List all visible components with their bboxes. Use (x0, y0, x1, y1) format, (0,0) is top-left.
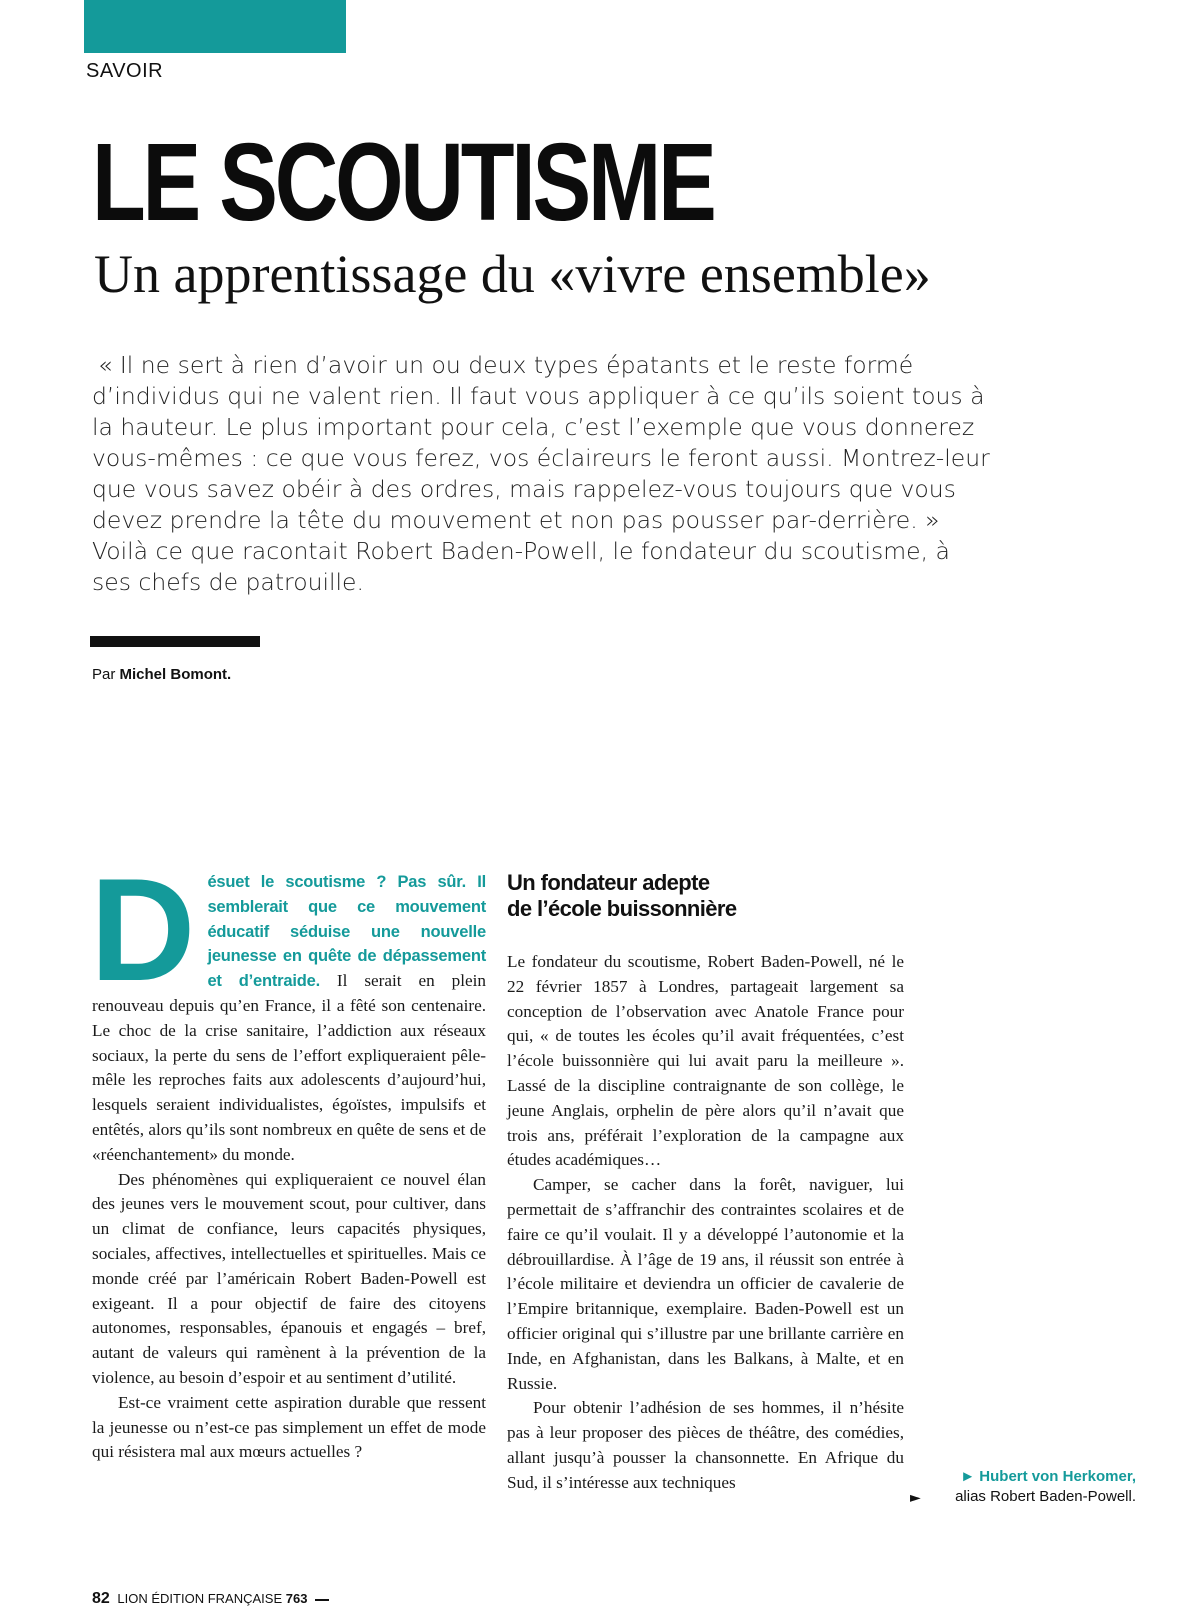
caption-name: Hubert von Herkomer, (979, 1468, 1136, 1485)
page-number: 82 (92, 1590, 110, 1607)
left-column (90, 848, 487, 1465)
drop-cap: D (90, 848, 196, 1011)
article-title: LE SCOUTISME (92, 121, 714, 244)
paragraph: Pour obtenir l’adhésion de ses hommes, il n’hésite pas à leur proposer des pièces de théâtre, des comédies, allant jusqu’à pousser la chansonnette. En Afrique du Sud, il s’intéresse aux techniques (507, 1398, 904, 1492)
paragraph: Des phénomènes qui expliqueraient ce nouvel élan des jeunes vers le mouvement scout, pour cultiver, dans un climat de confiance, leurs capacités physiques, sociales, affectives, intellectuelles et spirituelles. Mais ce monde créé par l’américain Robert Baden-Powell est exigeant. Il a pour objectif de faire des citoyens autonomes, responsables, épanouis et engagés – bref, autant de valeurs qui ramènent à la prévention de la violence, au besoin d’espoir et au sentiment d’utilité. (92, 1169, 486, 1387)
author-name: Michel Bomont. (119, 666, 232, 683)
subheading-line: Un fondateur adepte (507, 870, 710, 895)
paragraph: Camper, se cacher dans la forêt, naviguer, lui permettait de s’affranchir des contraintes scolaires et de faire ce qu’il voulait. Il y a développé l’autonomie et la débrouillardise. À l’âge de 19 ans, il réussit son entrée à l’école militaire et deviendra un officier de cavalerie de l’Empire britannique, exemplaire. Baden-Powell est un officier original qui s’illustre par une brillante carrière en Inde, en Afghanistan, dans les Balkans, à Malte, et en Russie. (507, 1175, 904, 1393)
section-label: SAVOIR (86, 60, 164, 82)
caption-pointer-icon: ► (910, 1490, 921, 1506)
byline-rule (90, 636, 260, 647)
page-footer (92, 1590, 329, 1608)
publication-name: LION ÉDITION FRANÇAISE (117, 1591, 283, 1606)
paragraph: Est-ce vraiment cette aspiration durable que ressent la jeunesse ou n’est-ce pas simplement un effet de mode qui résistera mal aux mœurs actuelles ? (92, 1392, 486, 1462)
section-color-bar (84, 0, 346, 53)
article-subtitle: Un apprentissage du «vivre ensemble» (94, 244, 931, 304)
byline-prefix: Par (92, 666, 116, 683)
lead-in: ésuet le scoutisme ? Pas sûr. Il semblerait que ce mouvement éducatif séduise une nouvelle jeunesse en quête de dépassement et d’entraide. (207, 873, 486, 991)
intro-quote: « Il ne sert à rien d’avoir un ou deux types épatants et le reste formé d’individus qui ne valent rien. Il faut vous appliquer à ce qu’ils soient tous à la hauteur. Le plus important pour cela, c’est l’exemple que vous donnerez vous-mêmes : ce que vous ferez, vos éclaireurs le feront aussi. Montrez-leur que vous savez obéir à des ordres, mais rappelez-vous toujours que vous devez prendre la tête du mouvement et non pas pousser par-derrière. » Voilà ce que racontait Robert Baden-Powell, le fondateur du scoutisme, à ses chefs de patrouille. (92, 351, 990, 596)
issue-number: 763 (285, 1591, 308, 1606)
right-column (507, 870, 904, 1496)
caption-arrow-icon: ► (960, 1468, 976, 1485)
photo-caption (936, 1467, 1136, 1507)
byline (92, 666, 231, 683)
caption-text: alias Robert Baden-Powell. (955, 1488, 1136, 1505)
subheading-line: de l’école buissonnière (507, 896, 737, 921)
paragraph: Le fondateur du scoutisme, Robert Baden-Powell, né le 22 février 1857 à Londres, partageait largement sa conception de l’observation avec Anatole France pour qui, « de toutes les écoles qu’il avait fréquentées, c’est l’école buissonnière qui lui avait paru la meilleure ». Lassé de la discipline contraignante de son collège, le jeune Anglais, orphelin de père alors qu’il n’avait que trois ans, préférait l’exploration de la campagne aux études académiques… (507, 952, 904, 1170)
subheading (507, 870, 904, 922)
footer-dash (315, 1599, 329, 1601)
paragraph (90, 848, 487, 1168)
caption-title (936, 1467, 1136, 1487)
paragraph-text: Il serait en plein renouveau depuis qu’en France, il a fêté son centenaire. Le choc de la crise sanitaire, l’addiction aux réseaux sociaux, la perte du sens de l’effort expliqueraient pêle-mêle les reproches faits aux adolescents d’aujourd’hui, lesquels seraient individualistes, égoïstes, impulsifs et entêtés, alors qu’ils sont nombreux en quête de sens et de «réenchantement» du monde. (92, 971, 487, 1164)
